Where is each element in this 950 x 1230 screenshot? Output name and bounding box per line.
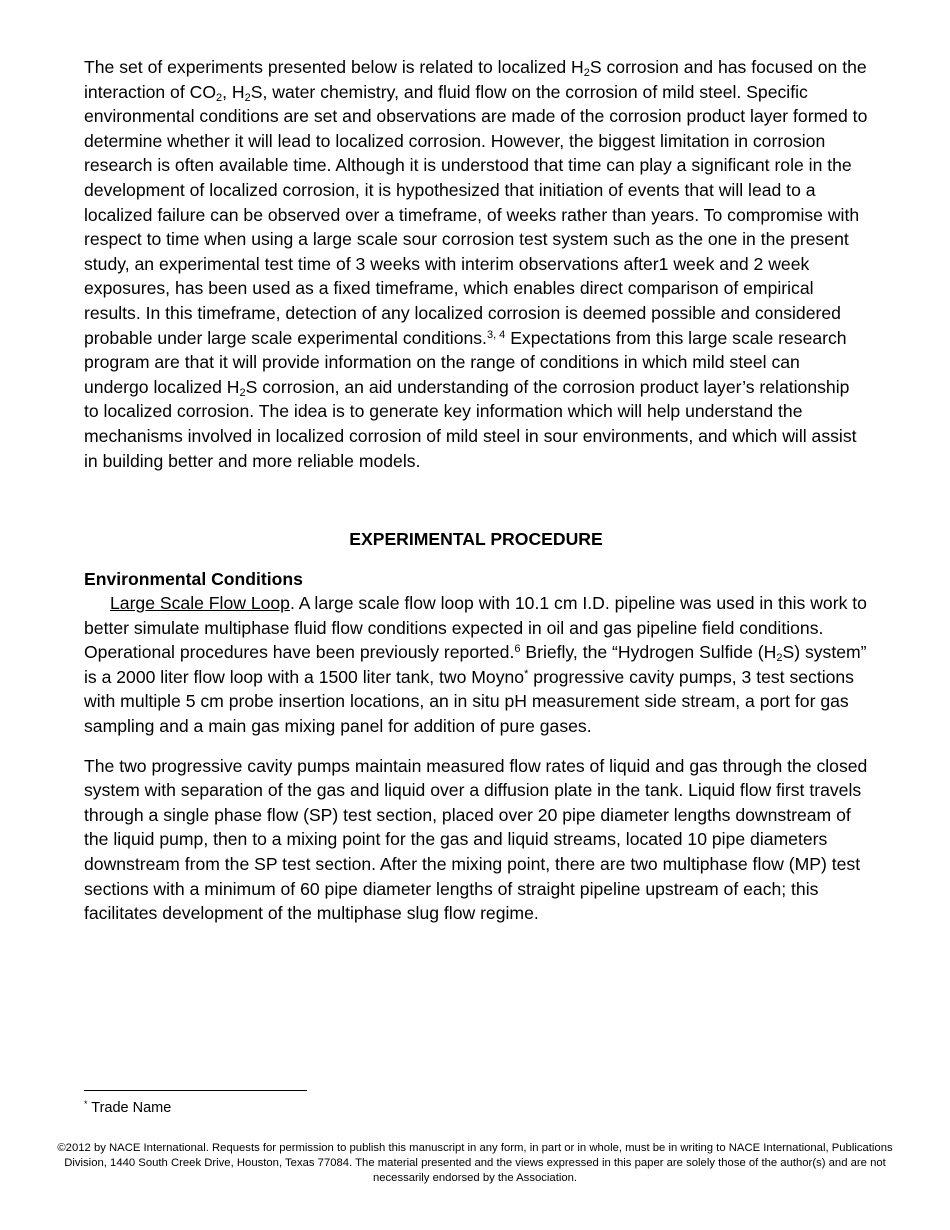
subscript: 2 xyxy=(583,67,590,79)
intro-text-1c: , H xyxy=(222,81,245,102)
footnote-marker: * xyxy=(524,667,529,680)
reference-superscript: 3, 4 xyxy=(486,328,506,341)
reference-superscript: 6 xyxy=(514,643,521,656)
subscript: 2 xyxy=(216,91,223,104)
page-body xyxy=(84,55,868,926)
intro-text-1: The set of experiments presented below is related to localized H xyxy=(84,57,584,77)
subscript: 2 xyxy=(776,652,783,665)
footnote-divider xyxy=(84,1090,307,1091)
flow-loop-title: Large Scale Flow Loop xyxy=(110,593,290,614)
section-heading: EXPERIMENTAL PROCEDURE xyxy=(349,529,603,550)
flow-loop-text-3: S) system” is a 2000 liter flow loop with a 1500 liter tank, two Moyno xyxy=(84,642,867,687)
intro-text-1d: S, water chemistry, and fluid flow on the corrosion of mild steel. Specific environmental conditions are set and observations are made of the corrosion product layer formed to determine whether it will lead to localized corrosion. However, the biggest limitation in corrosion research is often available time. Although it is understood that time can play a significant role in the development of localized corrosion, it is hypothesized that initiation of events that will lead to a localized failure can be observed over a timeframe, of weeks rather than years. To compromise with respect to time when using a large scale sour corrosion test system such as the one in the present study, an experimental test time of 3 weeks with interim observations after1 week and 2 week exposures, has been used as a fixed timeframe, which enables direct comparison of empirical results. In this timeframe, detection of any localized corrosion is deemed possible and considered probable under large scale experimental conditions. xyxy=(84,81,868,348)
subsection-heading: Environmental Conditions xyxy=(84,569,303,590)
flow-loop-text-1: . A large scale flow loop with 10.1 cm I.D. pipeline was used in this work to better simulate multiphase fluid flow conditions expected in oil and gas pipeline field conditions. Operational procedures have been previously reported. xyxy=(84,593,867,663)
flow-loop-text-2: Briefly, the “Hydrogen Sulfide (H xyxy=(520,642,777,663)
footnote-text: Trade Name xyxy=(87,1100,172,1116)
intro-text-1b: S corrosion and has focused on the interaction of CO xyxy=(84,57,867,102)
intro-text-3: S corrosion, an aid understanding of the corrosion product layer’s relationship to localized corrosion. The idea is to generate key information which will help understand the mechanisms involved in localized corrosion of mild steel in sour environments, and which will assist in building better and more reliable models. xyxy=(84,376,857,471)
intro-text-2: Expectations from this large scale research program are that it will provide information on the range of conditions in which mild steel can undergo localized H xyxy=(84,327,847,397)
subscript: 2 xyxy=(244,91,251,104)
subscript: 2 xyxy=(239,386,246,399)
footnote xyxy=(84,1098,171,1118)
intro-paragraph xyxy=(84,55,868,473)
pumps-paragraph: The two progressive cavity pumps maintain measured flow rates of liquid and gas through the closed system with separation of the gas and liquid over a diffusion plate in the tank. Liquid flow first travels through a single phase flow (SP) test section, placed over 20 pipe diameter lengths downstream of the liquid pump, then to a mixing point for the gas and liquid streams, located 10 pipe diameters downstream from the SP test section. After the mixing point, there are two multiphase flow (MP) test sections with a minimum of 60 pipe diameter lengths of straight pipeline upstream of each; this facilitates development of the multiphase slug flow regime. xyxy=(84,755,868,924)
copyright-notice: ©2012 by NACE International. Requests for permission to publish this manuscript in any form, in part or in whole, must be in writing to NACE International, Publications Division, 1440 South Creek Drive, Houston, Texas 77084. The material presented and the views expressed in this paper are solely those of the author(s) and are not necessarily endorsed by the Association. xyxy=(57,1142,893,1184)
flow-loop-text-4: progressive cavity pumps, 3 test sections with multiple 5 cm probe insertion locations, an in situ pH measurement side stream, a port for gas sampling and a main gas mixing panel for addition of pure gases. xyxy=(84,666,854,737)
flow-loop-paragraph xyxy=(84,591,868,739)
footnote-marker: * xyxy=(84,1099,88,1109)
